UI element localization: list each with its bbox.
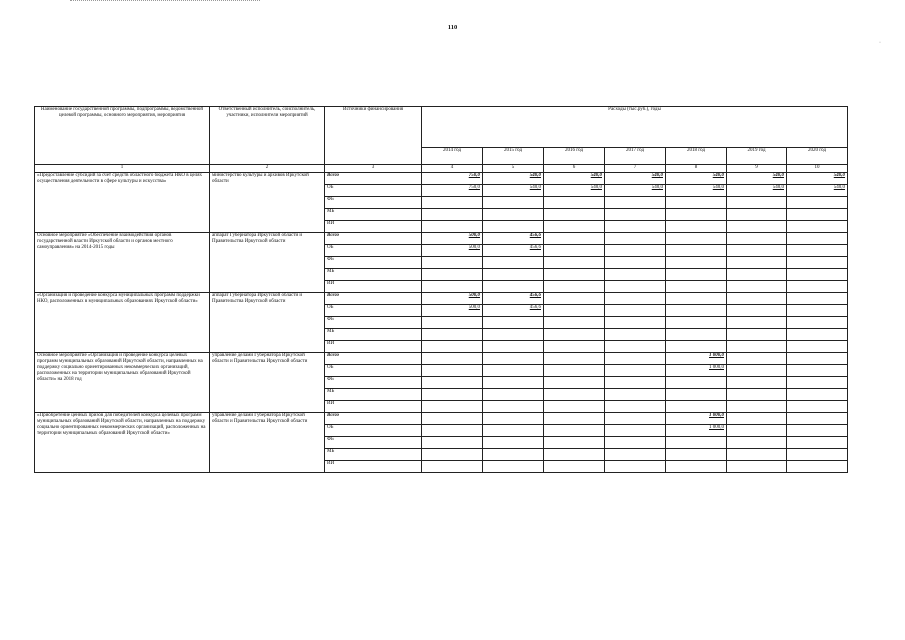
value-cell [666, 449, 727, 461]
header-year: 2017 год [605, 148, 666, 165]
value-cell [483, 425, 544, 437]
value-cell [422, 329, 483, 341]
table-row [35, 173, 848, 185]
value-cell [422, 437, 483, 449]
value-cell [483, 329, 544, 341]
value-cell: 1 000,0 [666, 353, 727, 365]
activity-name: Основное мероприятие «Организация и проведение конкурса целевых программ муниципальных образований Иркутской области, направленных на поддержку социально ориентированных некоммерческих организаций, расположенных на территории муниципальных образований Иркутской области» на 2018 год [35, 353, 210, 413]
value-cell [483, 221, 544, 233]
table-header [35, 107, 848, 173]
value-cell [544, 329, 605, 341]
column-number: 8 [666, 165, 727, 173]
value-cell [727, 377, 787, 389]
value-cell: 500,0 [422, 245, 483, 257]
value-cell [422, 401, 483, 413]
value-cell: 540,0 [787, 185, 848, 197]
value-cell [422, 413, 483, 425]
value-cell [787, 401, 848, 413]
value-cell [787, 461, 848, 473]
value-cell [483, 365, 544, 377]
expenses-table [34, 106, 848, 473]
value-cell [605, 389, 666, 401]
header-program-name: Наименование государственной программы, подпрограммы, ведомственной целевой программы, основного мероприятия, мероприятия [35, 107, 210, 165]
value-cell [422, 377, 483, 389]
value-cell [544, 221, 605, 233]
value-cell: 500,0 [422, 305, 483, 317]
value-cell [605, 197, 666, 209]
value-cell: 540,0 [544, 185, 605, 197]
value-cell [544, 233, 605, 245]
column-number: 4 [422, 165, 483, 173]
value-cell [422, 461, 483, 473]
value-cell [605, 305, 666, 317]
value-cell [727, 317, 787, 329]
value-cell: 540,0 [605, 185, 666, 197]
value-cell [787, 269, 848, 281]
value-cell: 500,0 [422, 233, 483, 245]
value-cell [727, 197, 787, 209]
value-cell [544, 401, 605, 413]
value-cell [544, 209, 605, 221]
table-body [35, 173, 848, 473]
value-cell [787, 389, 848, 401]
value-cell [605, 437, 666, 449]
value-cell [483, 437, 544, 449]
value-cell [666, 317, 727, 329]
funding-source: ФБ [325, 377, 422, 389]
value-cell [605, 449, 666, 461]
value-cell: 456,6 [483, 305, 544, 317]
value-cell [666, 257, 727, 269]
funding-source: ОБ [325, 365, 422, 377]
value-cell [605, 377, 666, 389]
value-cell [666, 341, 727, 353]
value-cell [605, 353, 666, 365]
value-cell: 456,6 [483, 245, 544, 257]
value-cell [544, 341, 605, 353]
value-cell [544, 389, 605, 401]
value-cell: 540,0 [666, 173, 727, 185]
value-cell [483, 269, 544, 281]
value-cell [727, 341, 787, 353]
value-cell [787, 281, 848, 293]
value-cell [422, 221, 483, 233]
value-cell [422, 257, 483, 269]
value-cell [727, 209, 787, 221]
value-cell [727, 245, 787, 257]
value-cell [544, 461, 605, 473]
column-number: 5 [483, 165, 544, 173]
value-cell [422, 281, 483, 293]
value-cell [787, 257, 848, 269]
activity-name: «Организация и проведение конкурса муниципальных программ поддержки НКО, расположенных в муниципальных образованиях Иркутской области» [35, 293, 210, 353]
value-cell [544, 293, 605, 305]
value-cell: 540,0 [727, 173, 787, 185]
value-cell [727, 365, 787, 377]
funding-source: ОБ [325, 185, 422, 197]
value-cell [605, 269, 666, 281]
value-cell [666, 197, 727, 209]
value-cell [483, 257, 544, 269]
value-cell [787, 425, 848, 437]
value-cell [544, 377, 605, 389]
funding-source: Всего [325, 233, 422, 245]
value-cell [787, 377, 848, 389]
value-cell [605, 257, 666, 269]
value-cell [422, 389, 483, 401]
value-cell [787, 305, 848, 317]
value-cell [787, 233, 848, 245]
funding-source: ФБ [325, 317, 422, 329]
value-cell: 540,0 [544, 173, 605, 185]
value-cell: 1 000,0 [666, 365, 727, 377]
value-cell [666, 389, 727, 401]
value-cell [422, 449, 483, 461]
value-cell [605, 221, 666, 233]
value-cell [544, 353, 605, 365]
value-cell [605, 461, 666, 473]
funding-source: МБ [325, 329, 422, 341]
value-cell [605, 365, 666, 377]
value-cell [544, 197, 605, 209]
value-cell [727, 449, 787, 461]
value-cell [727, 257, 787, 269]
header-year: 2016 год [544, 148, 605, 165]
activity-name: Основное мероприятие «Обеспечение взаимодействия органов государственной власти Иркутской области и органов местного самоуправления» на 2014-2015 годы [35, 233, 210, 293]
value-cell [666, 209, 727, 221]
value-cell [605, 341, 666, 353]
value-cell [787, 209, 848, 221]
value-cell [483, 461, 544, 473]
funding-source: МБ [325, 389, 422, 401]
value-cell: 500,0 [422, 293, 483, 305]
header-year: 2014 год [422, 148, 483, 165]
table-row [35, 293, 848, 305]
header-year: 2019 год [727, 148, 787, 165]
value-cell [605, 329, 666, 341]
value-cell [666, 461, 727, 473]
value-cell [787, 293, 848, 305]
value-cell [544, 257, 605, 269]
value-cell: 1 000,0 [666, 425, 727, 437]
page-number: 110 [447, 24, 458, 31]
header-year: 2020 год [787, 148, 848, 165]
column-number: 9 [727, 165, 787, 173]
value-cell: 456,6 [483, 293, 544, 305]
value-cell [727, 233, 787, 245]
value-cell [605, 281, 666, 293]
value-cell: 456,6 [483, 233, 544, 245]
funding-source: ИИ [325, 221, 422, 233]
value-cell [483, 209, 544, 221]
value-cell [666, 245, 727, 257]
value-cell [422, 197, 483, 209]
value-cell [787, 245, 848, 257]
value-cell [787, 341, 848, 353]
value-cell [727, 401, 787, 413]
funding-source: Всего [325, 353, 422, 365]
funding-source: ИИ [325, 281, 422, 293]
value-cell [422, 317, 483, 329]
column-number: 1 [35, 165, 210, 173]
value-cell [727, 305, 787, 317]
value-cell: 750,0 [422, 185, 483, 197]
header-funding-source: Источники финансирования [325, 107, 422, 165]
value-cell [787, 329, 848, 341]
funding-source: Всего [325, 173, 422, 185]
value-cell: 750,0 [422, 173, 483, 185]
column-number: 2 [210, 165, 325, 173]
value-cell [544, 449, 605, 461]
value-cell [422, 341, 483, 353]
value-cell [605, 293, 666, 305]
value-cell [666, 233, 727, 245]
value-cell [727, 413, 787, 425]
value-cell [605, 413, 666, 425]
value-cell [727, 437, 787, 449]
value-cell [787, 449, 848, 461]
value-cell [787, 221, 848, 233]
value-cell: 540,0 [605, 173, 666, 185]
value-cell: 540,0 [727, 185, 787, 197]
value-cell [666, 293, 727, 305]
value-cell [666, 329, 727, 341]
value-cell [727, 425, 787, 437]
value-cell [483, 413, 544, 425]
header-year: 2018 год [666, 148, 727, 165]
value-cell [605, 209, 666, 221]
funding-source: ОБ [325, 245, 422, 257]
value-cell [605, 245, 666, 257]
value-cell [544, 269, 605, 281]
funding-source: ФБ [325, 257, 422, 269]
column-number: 7 [605, 165, 666, 173]
funding-source: ИИ [325, 341, 422, 353]
value-cell: 540,0 [483, 173, 544, 185]
value-cell [605, 401, 666, 413]
value-cell [422, 269, 483, 281]
value-cell [727, 221, 787, 233]
value-cell [483, 317, 544, 329]
value-cell [727, 389, 787, 401]
funding-source: ОБ [325, 305, 422, 317]
executor-name: управление делами Губернатора Иркутской области и Правительства Иркутской области [210, 413, 325, 473]
activity-name: «Приобретение ценных призов для победителей конкурса целевых программ муниципальных образований Иркутской области, направленных на поддержку социально ориентированных некоммерческих организаций, расположенных на территории муниципальных образований Иркутской области» [35, 413, 210, 473]
executor-name: аппарат Губернатора Иркутской области и Правительства Иркутской области [210, 293, 325, 353]
value-cell [727, 293, 787, 305]
value-cell: 540,0 [666, 185, 727, 197]
funding-source: ИИ [325, 461, 422, 473]
funding-source: Всего [325, 413, 422, 425]
value-cell [483, 281, 544, 293]
value-cell [787, 197, 848, 209]
value-cell [483, 197, 544, 209]
column-number: 3 [325, 165, 422, 173]
funding-source: МБ [325, 449, 422, 461]
value-cell [483, 401, 544, 413]
value-cell [422, 353, 483, 365]
header-expenses: Расходы (тыс.руб.), годы [422, 107, 848, 148]
value-cell [787, 353, 848, 365]
funding-source: ФБ [325, 197, 422, 209]
value-cell [544, 305, 605, 317]
header-executor: Ответственный исполнитель, соисполнитель, участники, исполнители мероприятий [210, 107, 325, 165]
column-number: 10 [787, 165, 848, 173]
executor-name: аппарат Губернатора Иркутской области и Правительства Иркутской области [210, 233, 325, 293]
value-cell [544, 245, 605, 257]
table-row [35, 233, 848, 245]
value-cell [727, 353, 787, 365]
value-cell [787, 365, 848, 377]
value-cell: 540,0 [787, 173, 848, 185]
value-cell [666, 437, 727, 449]
value-cell [666, 281, 727, 293]
value-cell [544, 365, 605, 377]
value-cell [666, 377, 727, 389]
funding-source: МБ [325, 269, 422, 281]
value-cell [787, 317, 848, 329]
funding-source: ОБ [325, 425, 422, 437]
value-cell [544, 413, 605, 425]
scan-artifact [70, 0, 260, 4]
value-cell [544, 317, 605, 329]
value-cell [666, 269, 727, 281]
value-cell [422, 209, 483, 221]
value-cell [727, 269, 787, 281]
value-cell [483, 341, 544, 353]
value-cell [605, 233, 666, 245]
funding-source: ФБ [325, 437, 422, 449]
value-cell [666, 221, 727, 233]
value-cell [605, 425, 666, 437]
table-row [35, 413, 848, 425]
value-cell [483, 377, 544, 389]
value-cell: 1 000,0 [666, 413, 727, 425]
value-cell [666, 401, 727, 413]
value-cell [422, 425, 483, 437]
funding-source: Всего [325, 293, 422, 305]
table-row [35, 353, 848, 365]
value-cell [483, 449, 544, 461]
value-cell [605, 317, 666, 329]
value-cell [544, 281, 605, 293]
funding-source: МБ [325, 209, 422, 221]
value-cell [483, 353, 544, 365]
value-cell [787, 413, 848, 425]
funding-source: ИИ [325, 401, 422, 413]
value-cell: 540,0 [483, 185, 544, 197]
value-cell [422, 365, 483, 377]
activity-name: «Предоставление субсидий за счет средств областного бюджета НКО в целях осуществления деятельности в сфере культуры и искусства» [35, 173, 210, 233]
value-cell [666, 305, 727, 317]
column-number: 6 [544, 165, 605, 173]
value-cell [787, 437, 848, 449]
value-cell [544, 425, 605, 437]
value-cell [727, 461, 787, 473]
value-cell [727, 281, 787, 293]
margin-mark: · [879, 40, 881, 46]
header-year: 2015 год [483, 148, 544, 165]
column-numbers-row [35, 165, 848, 173]
executor-name: министерство культуры и архивов Иркутской области [210, 173, 325, 233]
value-cell [727, 329, 787, 341]
value-cell [483, 389, 544, 401]
value-cell [544, 437, 605, 449]
executor-name: управление делами Губернатора Иркутской области и Правительства Иркутской области [210, 353, 325, 413]
